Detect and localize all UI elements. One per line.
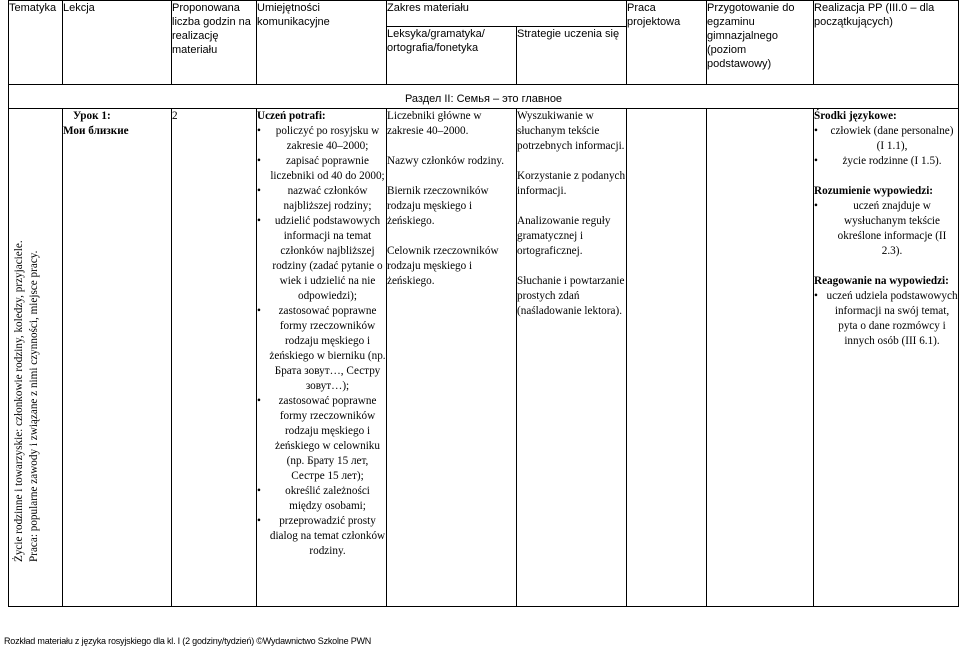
- pp-item: • człowiek (dane personalne) (I 1.1),: [814, 124, 958, 154]
- header-lekcja: Lekcja: [63, 1, 172, 85]
- skills-list: [257, 124, 386, 559]
- header-liczba-godzin: Proponowana liczba godzin na realizację materiału: [172, 1, 257, 85]
- lesson-plan-table: [8, 0, 959, 607]
- topic-line: Życie rodzinne i towarzyskie: członkowie rodziny, koledzy, przyjaciele.: [13, 240, 25, 562]
- header-leksyka: Leksyka/gramatyka/ ortografia/fonetyka: [387, 27, 517, 85]
- exam-prep-cell: [707, 109, 814, 607]
- footer-text: Rozkład materiału z języka rosyjskiego dla kl. I (2 godziny/tydzień) ©Wydawnictwo Szkolne PWN: [4, 636, 372, 646]
- pp-group3-heading: Reagowanie na wypowiedzi:: [814, 275, 949, 287]
- lexis-item: Biernik rzeczowników rodzaju męskiego i żeńskiego.: [387, 185, 489, 227]
- hours-cell: [172, 109, 257, 607]
- skill-item: • nazwać członków najbliższej rodziny;: [257, 184, 386, 214]
- header-zakres-materialu: Zakres materiału: [387, 1, 627, 27]
- header-praca-projektowa: Praca projektowa: [627, 1, 707, 85]
- lesson-title: Мои близкие: [63, 125, 129, 137]
- skill-item: • określić zależności między osobami;: [257, 484, 386, 514]
- lexis-item: Liczebniki główne w zakresie 40–2000.: [387, 110, 482, 137]
- pp-item: • życie rodzinne (I 1.5).: [814, 154, 958, 169]
- header-realizacja-pp: Realizacja PP (III.0 – dla początkujących): [814, 1, 959, 85]
- pp-group3-list: [814, 289, 958, 349]
- lexis-cell: [387, 109, 517, 607]
- pp-group2-heading: Rozumienie wypowiedzi:: [814, 185, 934, 197]
- strategy-item: Wyszukiwanie w słuchanym tekście potrzebnych informacji.: [517, 110, 625, 152]
- lesson-cell: [63, 109, 172, 607]
- header-umiejetnosci: Umiejętności komunikacyjne: [257, 1, 387, 85]
- project-cell: [627, 109, 707, 607]
- strategy-item: Słuchanie i powtarzanie prostych zdań (naśladowanie lektora).: [517, 275, 625, 317]
- skill-item: • zapisać poprawnie liczebniki od 40 do 2000;: [257, 154, 386, 184]
- pp-group1-list: [814, 124, 958, 169]
- lexis-list: [387, 109, 516, 289]
- skill-item: • przeprowadzić prosty dialog na temat członków rodziny.: [257, 514, 386, 559]
- pp-cell: [814, 109, 959, 607]
- skill-item: • udzielić podstawowych informacji na temat członków najbliższej rodziny (zadać pytanie o wiek i udzielić na nie odpowiedzi);: [257, 214, 386, 304]
- header-tematyka: Tematyka: [9, 1, 63, 85]
- strategy-item: Korzystanie z podanych informacji.: [517, 170, 626, 197]
- hours-value: 2: [172, 110, 178, 122]
- skill-item: • zastosować poprawne formy rzeczowników rodzaju męskiego i żeńskiego w bierniku (np. Брата зовут…, Сестру зовут…);: [257, 304, 386, 394]
- lexis-item: Celownik rzeczowników rodzaju męskiego i żeńskiego.: [387, 245, 499, 287]
- lesson-label: Урок 1:: [73, 110, 111, 122]
- section-title: Раздел II: Семья – это главное: [9, 85, 959, 109]
- pp-group2-list: [814, 199, 958, 259]
- skill-item: • zastosować poprawne formy rzeczowników rodzaju męskiego i żeńskiego w celowniku (np. Брату 15 лет, Сестре 15 лет);: [257, 394, 386, 484]
- header-przygotowanie: Przygotowanie do egzaminu gimnazjalnego (poziom podstawowy): [707, 1, 814, 85]
- pp-item: • uczeń znajduje w wysłuchanym tekście określone informacje (II 2.3).: [814, 199, 958, 259]
- topic-text: [12, 92, 42, 562]
- topic-cell: [9, 109, 63, 607]
- strategies-list: [517, 109, 626, 319]
- pp-group1-heading: Środki językowe:: [814, 110, 897, 122]
- strategy-item: Analizowanie reguły gramatycznej i ortograficznej.: [517, 215, 611, 257]
- pp-item: • uczeń udziela podstawowych informacji na swój temat, pyta o dane rozmówcy i innych osób (III 6.1).: [814, 289, 958, 349]
- strategies-cell: [517, 109, 627, 607]
- lexis-item: Nazwy członków rodziny.: [387, 155, 505, 167]
- topic-line: Praca: popularne zawody i związane z nimi czynności, miejsce pracy.: [28, 250, 40, 562]
- header-strategie: Strategie uczenia się: [517, 27, 627, 85]
- skills-cell: [257, 109, 387, 607]
- skill-item: • policzyć po rosyjsku w zakresie 40–2000;: [257, 124, 386, 154]
- skills-heading: Uczeń potrafi:: [257, 110, 326, 122]
